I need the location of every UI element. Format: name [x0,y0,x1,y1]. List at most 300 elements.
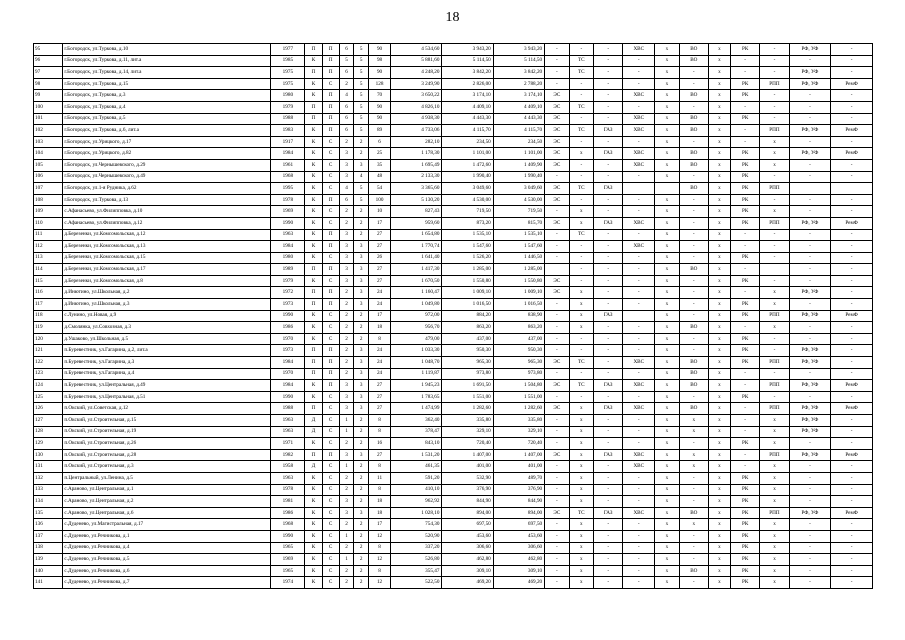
cell-apartments: 27 [369,241,391,253]
cell-hot-water: х [708,275,730,287]
cell-power: - [545,461,569,473]
cell-hot-water: х [708,113,730,125]
cell-basement: РемФ [831,403,873,415]
cell-roof-type: С [322,461,339,473]
cell-residential-area: 437,00 [493,333,544,345]
cell-gas: - [594,101,623,113]
cell-facade-repair: - [760,113,789,125]
cell-address: п.Буревестник, ул.Центральная, д.49 [63,380,271,392]
cell-sewer: х [655,229,679,241]
cell-apartments: 54 [369,183,391,195]
cell-floors: 2 [354,542,369,554]
cell-build-year: 1963 [271,426,305,438]
table-row [34,299,873,311]
cell-total-area: 972,00 [391,310,442,322]
cell-roof-type: П [322,90,339,102]
cell-build-year: 1995 [271,183,305,195]
table-row [34,519,873,531]
cell-row-index: 107 [34,183,63,195]
cell-floors: 2 [354,415,369,427]
cell-build-year: 1969 [271,554,305,566]
cell-living-area: 4 443,30 [442,113,493,125]
cell-row-index: 100 [34,101,63,113]
cell-apartments: 18 [369,496,391,508]
cell-power [545,264,569,276]
cell-total-area: 3 365,60 [391,183,442,195]
cell-facade-repair: РПП [760,449,789,461]
table-row [34,183,873,195]
cell-sewer: х [655,380,679,392]
cell-water: - [623,484,655,496]
cell-address: г.Богородск, ул.Туркова, д.4 [63,101,271,113]
cell-foundation: РФ, УФ [789,148,831,160]
cell-facade-repair: х [760,299,789,311]
table-row [34,159,873,171]
cell-basement: РемФ [831,125,873,137]
table-row [34,206,873,218]
cell-entrances: 2 [339,78,354,90]
cell-heating: х [569,148,593,160]
cell-drainage: - [679,101,708,113]
cell-floors: 3 [354,264,369,276]
cell-entrances: 3 [339,391,354,403]
cell-build-year: 1986 [271,322,305,334]
cell-residential-area: 3 174,10 [493,90,544,102]
cell-basement: - [831,496,873,508]
cell-gas: - [594,275,623,287]
cell-residential-area: 401,00 [493,461,544,473]
cell-row-index: 113 [34,252,63,264]
cell-wall-type: П [305,368,322,380]
cell-facade-repair: х [760,322,789,334]
cell-total-area: 2 133,30 [391,171,442,183]
table-row [34,171,873,183]
cell-water: - [623,542,655,554]
cell-total-area: 5 881,60 [391,55,442,67]
cell-total-area: 5 130,20 [391,194,442,206]
cell-living-area: 1 691,50 [442,380,493,392]
cell-wall-type: К [305,206,322,218]
cell-basement: - [831,194,873,206]
cell-facade-repair: РПП [760,183,789,195]
cell-roof-type: П [322,357,339,369]
cell-apartments: 24 [369,345,391,357]
cell-floors: 2 [354,322,369,334]
cell-living-area: 1 009,10 [442,287,493,299]
cell-basement: - [831,90,873,102]
cell-build-year: 1979 [271,275,305,287]
cell-power: - [545,554,569,566]
cell-wall-type: Д [305,426,322,438]
cell-residential-area: 1 547,60 [493,241,544,253]
cell-wall-type: П [305,44,322,56]
cell-sewer: х [655,554,679,566]
cell-living-area: 973,80 [442,368,493,380]
cell-drainage: - [679,438,708,450]
cell-total-area: 461,35 [391,461,442,473]
cell-total-area: 1 048,70 [391,357,442,369]
cell-build-year: 1983 [271,125,305,137]
cell-floors: 5 [354,101,369,113]
cell-roof-repair: РК [730,275,759,287]
cell-total-area: 378,47 [391,426,442,438]
cell-address: с.Дуденево, ул.Речникова, д.5 [63,554,271,566]
cell-facade-repair: - [760,241,789,253]
cell-gas: - [594,264,623,276]
table-row [34,577,873,589]
cell-hot-water: х [708,287,730,299]
cell-basement: РемФ [831,380,873,392]
cell-address: г.Богородск, ул.Туркова, д.11, лит.а [63,55,271,67]
cell-basement: - [831,252,873,264]
cell-living-area: 234,50 [442,136,493,148]
table-row [34,310,873,322]
cell-living-area: 376,90 [442,484,493,496]
cell-sewer: х [655,275,679,287]
cell-apartments: 100 [369,194,391,206]
cell-basement: РемФ [831,449,873,461]
cell-residential-area: 720,40 [493,438,544,450]
cell-roof-type: П [322,449,339,461]
cell-sewer [655,183,679,195]
cell-water: - [623,78,655,90]
cell-drainage: - [679,310,708,322]
cell-wall-type: П [305,101,322,113]
cell-facade-repair: х [760,159,789,171]
cell-heating: х [569,577,593,589]
cell-residential-area: 4 530,00 [493,194,544,206]
cell-living-area: 965,30 [442,357,493,369]
cell-foundation: РФ, УФ [789,357,831,369]
cell-roof-type: С [322,217,339,229]
cell-sewer: х [655,78,679,90]
cell-gas: - [594,530,623,542]
cell-gas: - [594,229,623,241]
cell-build-year: 1963 [271,415,305,427]
cell-living-area: 1 551,00 [442,391,493,403]
cell-apartments: 27 [369,229,391,241]
cell-hot-water: х [708,90,730,102]
cell-roof-type: С [322,159,339,171]
cell-living-area: 720,40 [442,438,493,450]
cell-total-area: 1 119,87 [391,368,442,380]
cell-hot-water: х [708,206,730,218]
cell-living-area: 894,00 [442,507,493,519]
cell-water: - [623,577,655,589]
cell-facade-repair: х [760,565,789,577]
cell-total-area: 1 783,65 [391,391,442,403]
cell-build-year: 1970 [271,368,305,380]
cell-gas: - [594,44,623,56]
cell-row-index: 118 [34,310,63,322]
table-row [34,229,873,241]
table-row [34,496,873,508]
cell-address: с.Дуденево, ул.Речникова, д.7 [63,577,271,589]
cell-living-area: 329,10 [442,426,493,438]
cell-sewer: х [655,461,679,473]
cell-row-index: 114 [34,264,63,276]
cell-total-area: 1 695,49 [391,159,442,171]
cell-hot-water: х [708,565,730,577]
cell-residential-area: 838,90 [493,310,544,322]
cell-address: с.Дуденево, ул.Магистральная, д.17 [63,519,271,531]
cell-gas: - [594,333,623,345]
cell-gas: - [594,206,623,218]
cell-address: п.Буревестник, ул.Гагарина, д.2, лит.а [63,345,271,357]
cell-power: - [545,241,569,253]
cell-sewer: х [655,438,679,450]
cell-address: г.Богородск, ул.Туркова, д.14, лит.а [63,67,271,79]
cell-heating: х [569,206,593,218]
cell-total-area: 520,90 [391,530,442,542]
cell-water: ХВС [623,125,655,137]
table-row [34,357,873,369]
cell-hot-water: х [708,391,730,403]
cell-drainage: - [679,577,708,589]
cell-sewer: х [655,90,679,102]
cell-entrances: 4 [339,90,354,102]
cell-sewer: х [655,194,679,206]
cell-drainage: - [679,345,708,357]
cell-drainage: ВО [679,183,708,195]
cell-row-index: 135 [34,507,63,519]
cell-entrances: 2 [339,136,354,148]
cell-total-area: 1 670,50 [391,275,442,287]
cell-living-area: 3 174,10 [442,90,493,102]
cell-gas: - [594,287,623,299]
cell-heating: х [569,542,593,554]
cell-power: - [545,519,569,531]
cell-power: ЭС [545,136,569,148]
cell-wall-type: К [305,78,322,90]
cell-foundation: - [789,206,831,218]
cell-facade-repair: х [760,461,789,473]
cell-row-index: 129 [34,438,63,450]
cell-power: - [545,391,569,403]
table-row [34,55,873,67]
cell-total-area: 3 249,90 [391,78,442,90]
cell-roof-repair: РК [730,391,759,403]
cell-floors: 2 [354,136,369,148]
cell-row-index: 108 [34,194,63,206]
cell-facade-repair: - [760,44,789,56]
table-row [34,194,873,206]
cell-row-index: 127 [34,415,63,427]
cell-row-index: 121 [34,345,63,357]
table-row [34,90,873,102]
cell-foundation: - [789,472,831,484]
cell-power: - [545,55,569,67]
cell-water: - [623,206,655,218]
table-row [34,426,873,438]
cell-basement: - [831,577,873,589]
cell-facade-repair: - [760,90,789,102]
cell-apartments: 8 [369,484,391,496]
cell-wall-type: К [305,530,322,542]
cell-roof-repair: РК [730,577,759,589]
cell-address: п.Окский, ул.Строительная, д.28 [63,449,271,461]
cell-entrances: 6 [339,67,354,79]
cell-sewer: х [655,252,679,264]
cell-gas: - [594,136,623,148]
cell-heating: ТС [569,55,593,67]
cell-roof-type: С [322,136,339,148]
cell-roof-type: С [322,484,339,496]
cell-wall-type: К [305,125,322,137]
cell-power: - [545,415,569,427]
cell-apartments: 24 [369,287,391,299]
cell-foundation: - [789,530,831,542]
cell-hot-water: х [708,67,730,79]
cell-address: д.Инютино, ул.Школьная, д.2 [63,287,271,299]
cell-basement: - [831,415,873,427]
cell-foundation: РФ, УФ [789,125,831,137]
cell-residential-area: 3 943,20 [493,44,544,56]
cell-entrances: 2 [339,217,354,229]
cell-apartments: 8 [369,565,391,577]
cell-build-year: 1979 [271,101,305,113]
table-row [34,264,873,276]
cell-floors: 3 [354,403,369,415]
cell-sewer: х [655,449,679,461]
cell-foundation [789,183,831,195]
cell-sewer: х [655,241,679,253]
cell-roof-repair: - [730,264,759,276]
cell-water: - [623,287,655,299]
cell-roof-type: П [322,299,339,311]
cell-living-area: 401,00 [442,461,493,473]
cell-build-year: 1990 [271,391,305,403]
cell-facade-repair: РПП [760,403,789,415]
cell-residential-area: 1 101,00 [493,148,544,160]
cell-entrances: 1 [339,461,354,473]
cell-water: - [623,565,655,577]
table-row [34,287,873,299]
cell-roof-repair: - [730,380,759,392]
cell-gas: - [594,241,623,253]
cell-foundation: РФ, УФ [789,217,831,229]
cell-water: - [623,554,655,566]
cell-water: ХВС [623,357,655,369]
cell-wall-type: К [305,217,322,229]
cell-total-area: 754,30 [391,519,442,531]
cell-living-area: 1 547,60 [442,241,493,253]
cell-basement [831,183,873,195]
cell-basement: - [831,461,873,473]
cell-heating: ТС [569,380,593,392]
cell-entrances: 6 [339,194,354,206]
cell-apartments: 17 [369,217,391,229]
cell-floors: 2 [354,310,369,322]
cell-hot-water: х [708,183,730,195]
cell-gas: ГАЗ [594,380,623,392]
cell-living-area: 1 282,60 [442,403,493,415]
cell-hot-water: х [708,310,730,322]
cell-floors: 5 [354,44,369,56]
cell-floors: 5 [354,55,369,67]
cell-roof-type: С [322,403,339,415]
cell-wall-type: К [305,171,322,183]
cell-row-index: 103 [34,136,63,148]
cell-foundation: - [789,275,831,287]
cell-apartments: 48 [369,171,391,183]
cell-facade-repair: - [760,67,789,79]
cell-roof-repair: РК [730,438,759,450]
cell-wall-type: К [305,136,322,148]
cell-address: с.Дуденево, ул.Речникова, д.4 [63,542,271,554]
cell-basement: - [831,322,873,334]
cell-address: г.Богородск, ул.Туркова, д.15 [63,78,271,90]
cell-apartments: 35 [369,159,391,171]
cell-entrances: 2 [339,565,354,577]
cell-roof-repair: - [730,403,759,415]
cell-water: ХВС [623,90,655,102]
cell-wall-type: К [305,159,322,171]
table-row [34,461,873,473]
cell-foundation: - [789,368,831,380]
cell-roof-repair: РК [730,519,759,531]
cell-address: д.Березенки, ул.Комсомольская, д.17 [63,264,271,276]
cell-apartments: 24 [369,299,391,311]
cell-living-area: 306,60 [442,542,493,554]
cell-basement: - [831,391,873,403]
cell-hot-water: х [708,78,730,90]
cell-build-year: 1989 [271,264,305,276]
cell-residential-area: 1 409,90 [493,159,544,171]
cell-foundation: - [789,496,831,508]
cell-facade-repair: х [760,577,789,589]
cell-drainage: - [679,78,708,90]
cell-floors: 2 [354,229,369,241]
cell-entrances: 1 [339,554,354,566]
cell-drainage: ВО [679,44,708,56]
cell-entrances: 6 [339,44,354,56]
cell-roof-repair: РК [730,310,759,322]
cell-water: ХВС [623,159,655,171]
cell-wall-type: П [305,357,322,369]
cell-apartments: 90 [369,101,391,113]
cell-sewer: х [655,206,679,218]
cell-hot-water: х [708,357,730,369]
cell-facade-repair: - [760,275,789,287]
cell-water: ХВС [623,403,655,415]
cell-facade-repair: х [760,519,789,531]
cell-water: - [623,171,655,183]
cell-entrances: 3 [339,380,354,392]
cell-apartments: 6 [369,136,391,148]
cell-roof-type: С [322,519,339,531]
cell-roof-type: С [322,542,339,554]
cell-living-area: 697,50 [442,519,493,531]
cell-facade-repair: х [760,530,789,542]
cell-entrances: 2 [339,322,354,334]
cell-wall-type: К [305,577,322,589]
cell-power: ЭС [545,194,569,206]
cell-build-year: 1990 [271,530,305,542]
cell-floors: 2 [354,577,369,589]
cell-entrances: 5 [339,55,354,67]
cell-floors: 3 [354,507,369,519]
cell-wall-type: К [305,322,322,334]
cell-sewer: х [655,484,679,496]
cell-gas: - [594,357,623,369]
cell-total-area: 1 417,30 [391,264,442,276]
cell-address: с.Дуденево, ул.Речникова, д.6 [63,565,271,577]
cell-basement: - [831,554,873,566]
cell-total-area: 4 248,20 [391,67,442,79]
cell-power: ЭС [545,90,569,102]
cell-address: с.Араново, ул.Центральная, д.2 [63,496,271,508]
